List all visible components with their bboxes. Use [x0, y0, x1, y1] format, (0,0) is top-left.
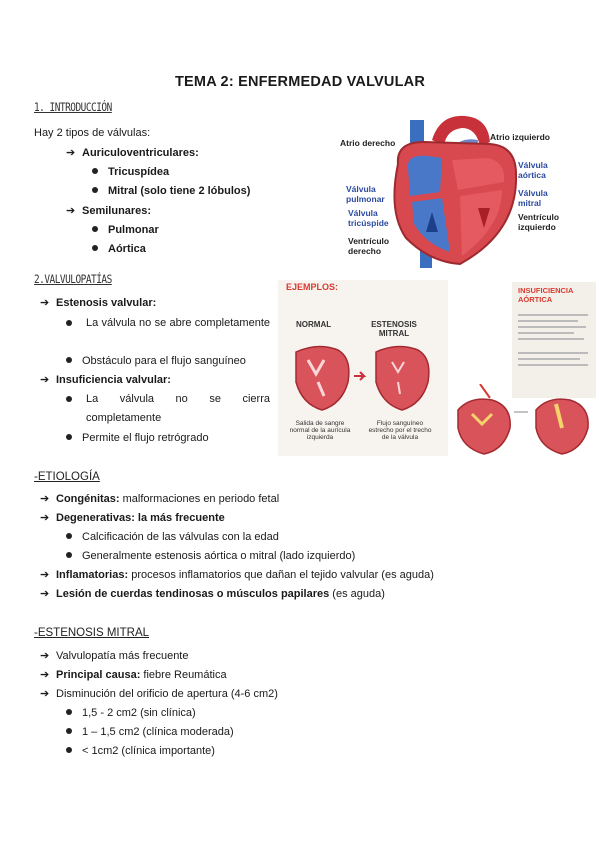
bullet-icon: [66, 747, 72, 753]
arrow-icon: ➔: [40, 374, 50, 386]
page-title: TEMA 2: ENFERMEDAD VALVULAR: [174, 74, 426, 90]
list-item: Calcificación de las válvulas con la edad: [66, 528, 279, 547]
list-item: 1 – 1,5 cm2 (clínica moderada): [66, 723, 234, 742]
list-item: La válvula no se cierra completamente: [66, 390, 270, 428]
list-item: ➔ Estenosis valvular:: [40, 294, 156, 313]
list-item: ➔ Inflamatorias: procesos inflamatorios que dañan el tejido valvular (es aguda): [40, 566, 434, 585]
list-item: Tricuspídea: [92, 163, 169, 182]
bullet-icon: [66, 728, 72, 734]
list-item: Mitral (solo tiene 2 lóbulos): [92, 182, 250, 201]
bullet-icon: [92, 226, 98, 232]
list-item: Aórtica: [92, 240, 146, 259]
bullet-icon: [92, 187, 98, 193]
list-item: Generalmente estenosis aórtica o mitral (lado izquierdo): [66, 547, 355, 566]
arrow-icon: ➔: [40, 588, 50, 600]
list-item: ➔ Auriculoventriculares:: [66, 144, 199, 163]
label-ventriculo-izquierdo: Ventrículo izquierdo: [518, 212, 560, 232]
bullet-icon: [92, 245, 98, 251]
list-item: Obstáculo para el flujo sanguíneo: [66, 352, 246, 371]
bullet-icon: [66, 552, 72, 558]
list-item: ➔ Insuficiencia valvular:: [40, 371, 171, 390]
bullet-icon: [66, 434, 72, 440]
list-item: La válvula no se abre completamente: [66, 314, 270, 333]
caption-normal: Salida de sangre normal de la aurícula izquierda: [289, 420, 351, 441]
examples-panel: [278, 280, 448, 456]
section-heading-introduccion: 1. INTRODUCCIÓN: [34, 100, 112, 114]
arrow-icon: ➔: [40, 650, 50, 662]
label-valvula-mitral: Válvula mitral: [518, 188, 548, 208]
intro-text: Hay 2 tipos de válvulas:: [34, 127, 151, 139]
section-heading-valvulopatias: 2.VALVULOPATÍAS: [34, 272, 112, 286]
caption-estenosis: Flujo sanguíneo estrecho por el trecho de la válvula: [368, 420, 432, 441]
bullet-icon: [66, 320, 72, 326]
arrow-icon: ➔: [40, 688, 50, 700]
list-item: ➔ Lesión de cuerdas tendinosas o músculos papilares (es aguda): [40, 585, 385, 604]
list-item: ➔ Principal causa: fiebre Reumática: [40, 666, 227, 685]
insuf-aortica-title: INSUFICIENCIA AÓRTICA: [518, 286, 574, 304]
section-heading-etiologia: -ETIOLOGÍA: [34, 471, 100, 483]
bullet-icon: [66, 357, 72, 363]
label-estenosis-mitral: ESTENOSIS MITRAL: [371, 320, 417, 338]
list-item: < 1cm2 (clínica importante): [66, 742, 215, 761]
aortic-insufficiency-icon: [452, 384, 598, 456]
arrow-icon: ➔: [40, 669, 50, 681]
list-item: Permite el flujo retrógrado: [66, 429, 209, 448]
examples-header: EJEMPLOS:: [286, 282, 339, 292]
list-item: ➔ Semilunares:: [66, 202, 151, 221]
list-item: 1,5 - 2 cm2 (sin clínica): [66, 704, 196, 723]
bullet-icon: [66, 709, 72, 715]
heart-comparison-icon: [288, 342, 438, 414]
bullet-icon: [66, 396, 72, 402]
label-valvula-aortica: Válvula aórtica: [518, 160, 548, 180]
arrow-icon: ➔: [40, 297, 50, 309]
list-item: ➔ Valvulopatía más frecuente: [40, 647, 188, 666]
heart-anatomy-illustration: [340, 112, 572, 272]
arrow-icon: ➔: [66, 147, 76, 159]
arrow-icon: ➔: [40, 493, 50, 505]
insuficiencia-panel: [512, 282, 596, 398]
list-item: ➔ Degenerativas: la más frecuente: [40, 509, 225, 528]
bullet-icon: [92, 168, 98, 174]
arrow-icon: ➔: [40, 569, 50, 581]
label-valvula-tricuspide: Válvula tricúspide: [348, 208, 389, 228]
label-atrio-derecho: Atrio derecho: [340, 138, 396, 148]
label-normal: NORMAL: [296, 320, 332, 329]
arrow-icon: ➔: [40, 512, 50, 524]
list-item: ➔ Congénitas: malformaciones en periodo fetal: [40, 490, 279, 509]
section-heading-estenosis-mitral: -ESTENOSIS MITRAL: [34, 627, 150, 639]
label-ventriculo-derecho: Ventrículo derecho: [348, 236, 390, 256]
bullet-icon: [66, 533, 72, 539]
arrow-icon: ➔: [66, 205, 76, 217]
label-valvula-pulmonar: Válvula pulmonar: [346, 184, 385, 204]
list-item: ➔ Disminución del orificio de apertura (4-6 cm2): [40, 685, 278, 704]
label-atrio-izquierdo: Atrio izquierdo: [490, 132, 550, 142]
list-item: Pulmonar: [92, 221, 159, 240]
